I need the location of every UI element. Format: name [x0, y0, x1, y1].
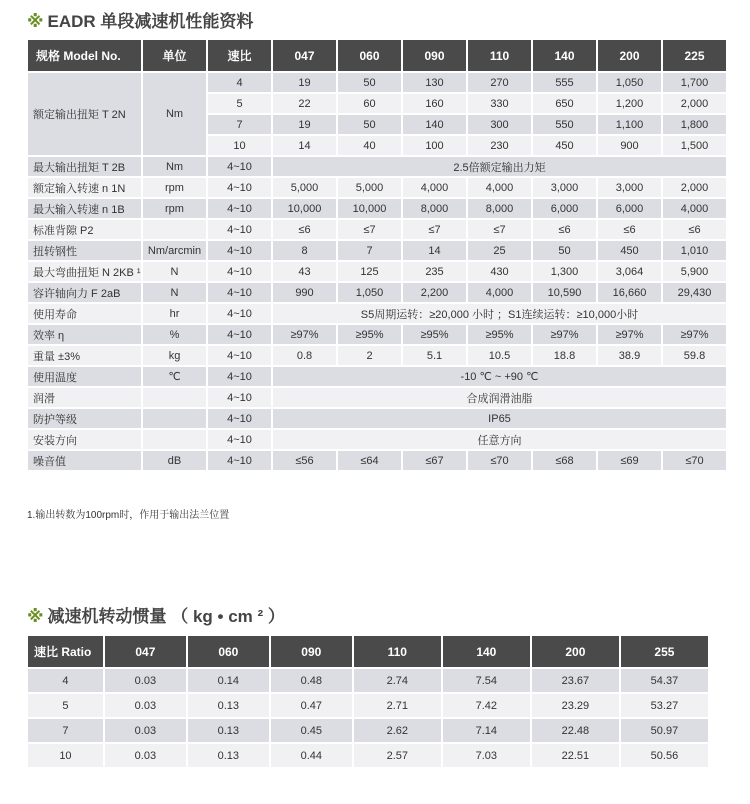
value-cell: 40	[338, 136, 401, 155]
value-cell: 50	[338, 73, 401, 92]
ratio-cell: 10	[208, 136, 271, 155]
ratio-cell: 4~10	[208, 220, 271, 239]
value-cell: ≤7	[468, 220, 531, 239]
spec-section-title	[27, 7, 253, 32]
row-label: 最大弯曲扭矩 N 2KB ¹	[28, 262, 141, 281]
value-cell: 22	[273, 94, 336, 113]
value-cell: 235	[403, 262, 466, 281]
ratio-cell: 4~10	[208, 451, 271, 470]
value-cell: 2,200	[403, 283, 466, 302]
span-value-cell: 任意方向	[273, 430, 726, 449]
header-ratio: 速比	[208, 40, 271, 71]
row-label: 标准背隙 P2	[28, 220, 141, 239]
header-model-090: 090	[271, 636, 352, 667]
row-label: 扭转钢性	[28, 241, 141, 260]
inertia-row	[28, 719, 708, 742]
value-cell: 300	[468, 115, 531, 134]
row-unit: dB	[143, 451, 206, 470]
spec-row	[28, 199, 726, 218]
reference-mark-icon: ※	[27, 607, 44, 626]
spec-row	[28, 430, 726, 449]
value-cell: 7	[338, 241, 401, 260]
value-cell: ≤64	[338, 451, 401, 470]
row-unit: Nm	[143, 157, 206, 176]
ratio-cell: 4~10	[208, 409, 271, 428]
value-cell: 550	[533, 115, 596, 134]
spec-row	[28, 241, 726, 260]
row-unit: kg	[143, 346, 206, 365]
row-unit: N	[143, 283, 206, 302]
value-cell: 230	[468, 136, 531, 155]
value-cell: 0.45	[271, 719, 352, 742]
header-model-060: 060	[338, 40, 401, 71]
spec-row	[28, 367, 726, 386]
value-cell: 10.5	[468, 346, 531, 365]
inertia-row	[28, 669, 708, 692]
row-label: 最大输入转速 n 1B	[28, 199, 141, 218]
inertia-row	[28, 694, 708, 717]
value-cell: ≤70	[468, 451, 531, 470]
reference-mark-icon: ※	[27, 12, 44, 31]
value-cell: 50.56	[621, 744, 708, 767]
spec-row	[28, 262, 726, 281]
value-cell: 22.48	[532, 719, 619, 742]
value-cell: ≥97%	[598, 325, 661, 344]
span-value-cell: 2.5倍额定输出力矩	[273, 157, 726, 176]
row-label: 效率 η	[28, 325, 141, 344]
value-cell: 900	[598, 136, 661, 155]
value-cell: ≤6	[273, 220, 336, 239]
row-label: 噪音值	[28, 451, 141, 470]
performance-spec-table	[26, 38, 728, 472]
value-cell: 2.74	[354, 669, 441, 692]
spec-row	[28, 346, 726, 365]
value-cell: 990	[273, 283, 336, 302]
value-cell: 6,000	[533, 199, 596, 218]
value-cell: 10,000	[273, 199, 336, 218]
value-cell: ≤70	[663, 451, 726, 470]
spec-row	[28, 451, 726, 470]
ratio-cell: 4~10	[208, 367, 271, 386]
inertia-title-text: 减速机转动惯量 （ kg • cm ² ）	[47, 607, 285, 626]
spec-row	[28, 283, 726, 302]
value-cell: 5.1	[403, 346, 466, 365]
value-cell: 2,000	[663, 94, 726, 113]
value-cell: ≤68	[533, 451, 596, 470]
value-cell: 10,590	[533, 283, 596, 302]
value-cell: 2.71	[354, 694, 441, 717]
value-cell: 450	[598, 241, 661, 260]
header-model-060: 060	[188, 636, 269, 667]
value-cell: ≤7	[338, 220, 401, 239]
row-label: 安装方向	[28, 430, 141, 449]
value-cell: 6,000	[598, 199, 661, 218]
header-model-090: 090	[403, 40, 466, 71]
value-cell: ≤6	[533, 220, 596, 239]
torque-row	[28, 73, 726, 92]
row-unit: N	[143, 262, 206, 281]
value-cell: 4,000	[663, 199, 726, 218]
span-value-cell: IP65	[273, 409, 726, 428]
value-cell: 2.57	[354, 744, 441, 767]
row-unit	[143, 388, 206, 407]
value-cell: 5,900	[663, 262, 726, 281]
ratio-cell: 5	[28, 694, 103, 717]
value-cell: 430	[468, 262, 531, 281]
value-cell: 4,000	[403, 178, 466, 197]
value-cell: 100	[403, 136, 466, 155]
row-unit: hr	[143, 304, 206, 323]
value-cell: 50	[533, 241, 596, 260]
value-cell: 23.67	[532, 669, 619, 692]
value-cell: 0.13	[188, 719, 269, 742]
ratio-cell: 4~10	[208, 346, 271, 365]
ratio-cell: 4~10	[208, 199, 271, 218]
row-unit: ℃	[143, 367, 206, 386]
value-cell: 3,064	[598, 262, 661, 281]
value-cell: ≥97%	[533, 325, 596, 344]
value-cell: 5,000	[273, 178, 336, 197]
header-model-047: 047	[273, 40, 336, 71]
value-cell: 19	[273, 115, 336, 134]
row-unit	[143, 430, 206, 449]
ratio-cell: 7	[208, 115, 271, 134]
ratio-cell: 4~10	[208, 262, 271, 281]
ratio-cell: 5	[208, 94, 271, 113]
span-value-cell: 合成润滑油脂	[273, 388, 726, 407]
value-cell: 0.03	[105, 744, 186, 767]
value-cell: 53.27	[621, 694, 708, 717]
ratio-cell: 4~10	[208, 157, 271, 176]
spec-row	[28, 220, 726, 239]
value-cell: 8	[273, 241, 336, 260]
spec-row	[28, 178, 726, 197]
torque-label: 额定输出扭矩 T 2N	[28, 73, 141, 155]
row-label: 重量 ±3%	[28, 346, 141, 365]
ratio-cell: 4~10	[208, 325, 271, 344]
spec-row	[28, 388, 726, 407]
value-cell: 3,000	[533, 178, 596, 197]
value-cell: 29,430	[663, 283, 726, 302]
header-model-047: 047	[105, 636, 186, 667]
footnote: 1.输出转数为100rpm时，作用于输出法兰位置	[27, 510, 230, 521]
torque-unit: Nm	[143, 73, 206, 155]
value-cell: 23.29	[532, 694, 619, 717]
ratio-cell: 7	[28, 719, 103, 742]
value-cell: 7.14	[443, 719, 530, 742]
ratio-cell: 4~10	[208, 304, 271, 323]
value-cell: 650	[533, 94, 596, 113]
value-cell: 0.8	[273, 346, 336, 365]
value-cell: 54.37	[621, 669, 708, 692]
value-cell: ≤7	[403, 220, 466, 239]
row-label: 使用温度	[28, 367, 141, 386]
value-cell: 38.9	[598, 346, 661, 365]
header-model-140: 140	[443, 636, 530, 667]
value-cell: 50.97	[621, 719, 708, 742]
value-cell: 50	[338, 115, 401, 134]
row-unit: rpm	[143, 199, 206, 218]
value-cell: 18.8	[533, 346, 596, 365]
value-cell: 0.03	[105, 719, 186, 742]
value-cell: 19	[273, 73, 336, 92]
value-cell: ≤67	[403, 451, 466, 470]
spec-row	[28, 304, 726, 323]
spec-row	[28, 325, 726, 344]
spec-row	[28, 409, 726, 428]
value-cell: 60	[338, 94, 401, 113]
value-cell: 1,050	[338, 283, 401, 302]
value-cell: ≤6	[598, 220, 661, 239]
spec-header-row	[28, 40, 726, 71]
value-cell: 2.62	[354, 719, 441, 742]
header-unit: 单位	[143, 40, 206, 71]
value-cell: 1,010	[663, 241, 726, 260]
row-unit	[143, 220, 206, 239]
header-model-225: 225	[663, 40, 726, 71]
value-cell: ≥95%	[338, 325, 401, 344]
row-unit: rpm	[143, 178, 206, 197]
value-cell: 1,800	[663, 115, 726, 134]
spec-row	[28, 157, 726, 176]
value-cell: 25	[468, 241, 531, 260]
span-value-cell: -10 ℃ ~ +90 ℃	[273, 367, 726, 386]
value-cell: 0.47	[271, 694, 352, 717]
value-cell: ≥95%	[403, 325, 466, 344]
row-label: 润滑	[28, 388, 141, 407]
inertia-header-row	[28, 636, 708, 667]
value-cell: ≤69	[598, 451, 661, 470]
value-cell: 0.14	[188, 669, 269, 692]
row-label: 容许轴向力 F 2aB	[28, 283, 141, 302]
value-cell: 2	[338, 346, 401, 365]
value-cell: 1,300	[533, 262, 596, 281]
ratio-cell: 4~10	[208, 178, 271, 197]
value-cell: 1,100	[598, 115, 661, 134]
row-unit	[143, 409, 206, 428]
value-cell: 0.03	[105, 669, 186, 692]
value-cell: 8,000	[403, 199, 466, 218]
value-cell: 0.13	[188, 694, 269, 717]
value-cell: 43	[273, 262, 336, 281]
header-model-255: 255	[621, 636, 708, 667]
row-unit: %	[143, 325, 206, 344]
value-cell: 16,660	[598, 283, 661, 302]
inertia-section-title	[27, 602, 285, 627]
value-cell: ≥97%	[663, 325, 726, 344]
value-cell: 1,200	[598, 94, 661, 113]
header-model-140: 140	[533, 40, 596, 71]
value-cell: 0.48	[271, 669, 352, 692]
value-cell: 0.44	[271, 744, 352, 767]
value-cell: 125	[338, 262, 401, 281]
ratio-cell: 4~10	[208, 283, 271, 302]
row-label: 额定输入转速 n 1N	[28, 178, 141, 197]
value-cell: 2,000	[663, 178, 726, 197]
header-model-110: 110	[354, 636, 441, 667]
value-cell: 0.03	[105, 694, 186, 717]
value-cell: 555	[533, 73, 596, 92]
ratio-cell: 4	[208, 73, 271, 92]
row-label: 防护等级	[28, 409, 141, 428]
header-ratio: 速比 Ratio	[28, 636, 103, 667]
ratio-cell: 4~10	[208, 388, 271, 407]
row-label: 使用寿命	[28, 304, 141, 323]
value-cell: 330	[468, 94, 531, 113]
value-cell: 8,000	[468, 199, 531, 218]
spec-title-text: EADR 单段减速机性能资料	[47, 12, 254, 31]
value-cell: 10,000	[338, 199, 401, 218]
value-cell: 4,000	[468, 178, 531, 197]
value-cell: 1,700	[663, 73, 726, 92]
value-cell: 130	[403, 73, 466, 92]
value-cell: ≥95%	[468, 325, 531, 344]
value-cell: 14	[403, 241, 466, 260]
header-model: 规格 Model No.	[28, 40, 141, 71]
value-cell: ≥97%	[273, 325, 336, 344]
header-model-200: 200	[532, 636, 619, 667]
value-cell: ≤56	[273, 451, 336, 470]
inertia-row	[28, 744, 708, 767]
value-cell: 4,000	[468, 283, 531, 302]
value-cell: 59.8	[663, 346, 726, 365]
value-cell: 0.13	[188, 744, 269, 767]
inertia-table	[26, 634, 710, 769]
value-cell: 450	[533, 136, 596, 155]
row-unit: Nm/arcmin	[143, 241, 206, 260]
ratio-cell: 4~10	[208, 430, 271, 449]
value-cell: 160	[403, 94, 466, 113]
span-value-cell: S5周期运转：≥20,000 小时 ；S1连续运转：≥10,000小时	[273, 304, 726, 323]
header-model-200: 200	[598, 40, 661, 71]
value-cell: 22.51	[532, 744, 619, 767]
value-cell: ≤6	[663, 220, 726, 239]
value-cell: 5,000	[338, 178, 401, 197]
value-cell: 140	[403, 115, 466, 134]
value-cell: 7.42	[443, 694, 530, 717]
value-cell: 270	[468, 73, 531, 92]
row-label: 最大输出扭矩 T 2B	[28, 157, 141, 176]
ratio-cell: 10	[28, 744, 103, 767]
header-model-110: 110	[468, 40, 531, 71]
value-cell: 1,500	[663, 136, 726, 155]
ratio-cell: 4	[28, 669, 103, 692]
value-cell: 7.54	[443, 669, 530, 692]
value-cell: 7.03	[443, 744, 530, 767]
value-cell: 1,050	[598, 73, 661, 92]
ratio-cell: 4~10	[208, 241, 271, 260]
value-cell: 3,000	[598, 178, 661, 197]
value-cell: 14	[273, 136, 336, 155]
